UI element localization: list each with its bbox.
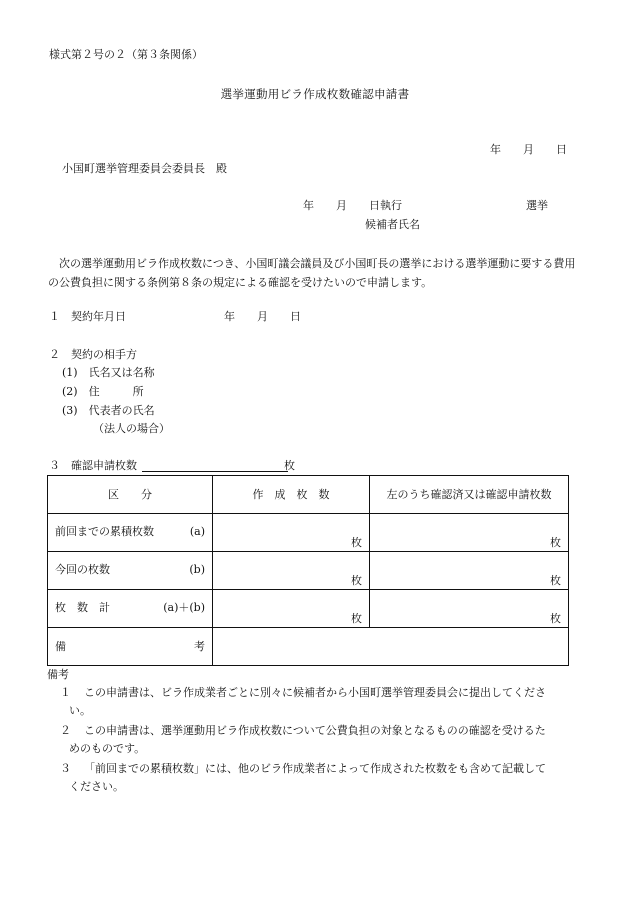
election-year: 年: [303, 199, 314, 212]
row-label: 枚 数 計: [55, 601, 110, 614]
unit-label: 枚: [550, 612, 561, 625]
contract-date-fields: [224, 311, 301, 322]
remarks-label: 備: [55, 640, 66, 653]
unit-label: 枚: [550, 536, 561, 549]
date-year: 年: [490, 143, 501, 156]
party-name-label: (1) 氏名又は名称: [62, 366, 155, 379]
created-count-cell[interactable]: [213, 552, 370, 590]
candidate-name-label: 候補者氏名: [365, 218, 420, 231]
form-number: 様式第２号の２（第３条関係）: [49, 48, 203, 61]
row-tag: (b): [189, 563, 205, 576]
row-label: 今回の枚数: [55, 563, 110, 576]
note-text: 「前回までの累積枚数」には、他のビラ作成業者によって作成された枚数をも含めて記載して: [84, 762, 546, 775]
election-day: 日執行: [369, 199, 402, 212]
addressee: 小国町選挙管理委員会委員長 殿: [62, 162, 227, 175]
header-confirmed-count: 左のうち確認済又は確認申請枚数: [370, 476, 569, 514]
table-header-row: [48, 476, 569, 514]
remarks-label-cell: [48, 628, 213, 666]
confirmed-count-cell[interactable]: [370, 514, 569, 552]
remarks-cell[interactable]: [213, 628, 569, 666]
note-number: ３: [60, 762, 71, 775]
representative-label: (3) 代表者の氏名: [62, 404, 155, 417]
note-text-cont: い。: [69, 704, 91, 717]
table-row: [48, 590, 569, 628]
created-count-cell[interactable]: [213, 514, 370, 552]
date-day: 日: [556, 143, 567, 156]
remarks-label-tail: 考: [194, 640, 205, 653]
row-tag: (a): [189, 525, 205, 538]
party-address-label: (2) 住 所: [62, 385, 144, 398]
unit-label: 枚: [351, 536, 362, 549]
row-label-cell: [48, 514, 213, 552]
note-number: ２: [60, 724, 71, 737]
row-label-cell: [48, 552, 213, 590]
requested-count-unit: 枚: [284, 459, 295, 472]
application-statement: 次の選挙運動用ビラ作成枚数につき、小国町議会議員及び小国町長の選挙における選挙運動に要する費用の公費負担に関する条例第８条の規定による確認を受けたいので申請します。: [48, 257, 576, 289]
contract-month: 月: [257, 310, 268, 323]
row-label-cell: [48, 590, 213, 628]
contract-date-label: １ 契約年月日: [49, 310, 126, 323]
confirmed-count-cell[interactable]: [370, 552, 569, 590]
unit-label: 枚: [550, 574, 561, 587]
count-table: [47, 475, 569, 666]
requested-count-line: [142, 471, 288, 472]
requested-count-label: ３ 確認申請枚数: [49, 459, 137, 472]
representative-note: （法人の場合）: [93, 422, 170, 435]
notes-heading: 備考: [47, 668, 69, 681]
note-text-cont: ください。: [69, 780, 124, 793]
unit-label: 枚: [351, 612, 362, 625]
note-item: [60, 760, 580, 796]
contract-year: 年: [224, 310, 235, 323]
row-tag: (a)＋(b): [163, 601, 205, 614]
election-month: 月: [336, 199, 347, 212]
remarks-row: [48, 628, 569, 666]
created-count-cell[interactable]: [213, 590, 370, 628]
note-number: １: [60, 686, 71, 699]
date-month: 月: [523, 143, 534, 156]
contract-day: 日: [290, 310, 301, 323]
header-category: 区 分: [48, 476, 213, 514]
table-row: [48, 552, 569, 590]
note-text: この申請書は、選挙運動用ビラ作成枚数について公費負担の対象となるものの確認を受けるた: [84, 724, 546, 737]
note-item: [60, 684, 580, 720]
election-date: [303, 200, 402, 211]
unit-label: 枚: [351, 574, 362, 587]
document-title: 選挙運動用ビラ作成枚数確認申請書: [220, 87, 410, 101]
submission-date: [490, 144, 567, 155]
contract-party-label: ２ 契約の相手方: [49, 348, 137, 361]
note-text: この申請書は、ビラ作成業者ごとに別々に候補者から小国町選挙管理委員会に提出してくださ: [84, 686, 546, 699]
confirmed-count-cell[interactable]: [370, 590, 569, 628]
table-row: [48, 514, 569, 552]
note-item: [60, 722, 580, 758]
header-created-count: 作 成 枚 数: [213, 476, 370, 514]
row-label: 前回までの累積枚数: [55, 525, 154, 538]
election-kind: 選挙: [526, 199, 548, 212]
note-text-cont: めのものです。: [69, 742, 146, 755]
